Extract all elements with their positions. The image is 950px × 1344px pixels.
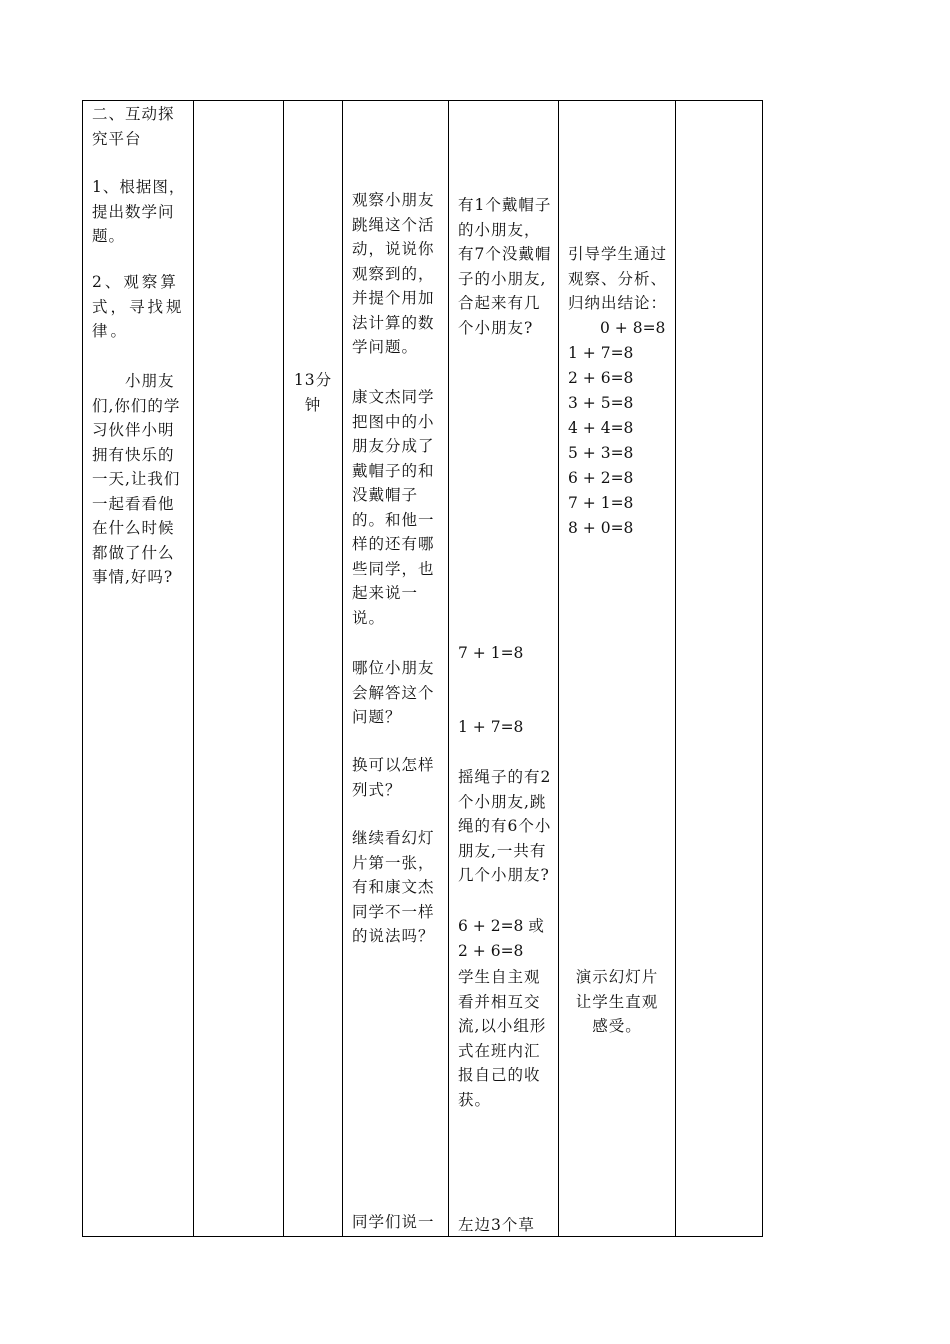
column-divider <box>558 100 559 1237</box>
equation: 2 + 6=8 <box>458 942 524 960</box>
equation: 7 + 1=8 <box>458 644 524 662</box>
equation: 7 + 1=8 <box>568 494 634 512</box>
teacher-activity-5: 继续看幻灯片第一张，有和康文杰同学不一样的说法吗？ <box>352 829 435 945</box>
equation: 3 + 5=8 <box>568 394 634 412</box>
equation: 0 + 8=8 <box>600 319 666 337</box>
design-intent-2: 演示幻灯片让学生直观感受。 <box>575 968 659 1035</box>
column-divider <box>193 100 194 1237</box>
equation: 5 + 3=8 <box>568 444 634 462</box>
duration: 13分钟 <box>293 371 333 414</box>
student-activity-2: 摇绳子的有2个小朋友,跳绳的有6个小朋友,一共有几个小朋友? <box>458 768 552 884</box>
design-intent: 引导学生通过观察、分析、归纳出结论： <box>568 245 668 312</box>
column-divider <box>342 100 343 1237</box>
column-divider <box>283 100 284 1237</box>
section-title: 二、互动探究平台 <box>92 105 175 148</box>
equation: 8 + 0=8 <box>568 519 634 537</box>
equation: 1 + 7=8 <box>568 344 634 362</box>
teacher-activity-4: 换可以怎样列式？ <box>352 756 435 799</box>
column-divider <box>675 100 676 1237</box>
column-divider <box>448 100 449 1237</box>
intro-paragraph: 小朋友们,你们的学习伙伴小明拥有快乐的一天,让我们一起看看他在什么时候都做了什么事情,好吗? <box>92 372 181 586</box>
task-item-2: 2、观察算式，寻找规律。 <box>92 273 185 340</box>
teacher-activity-3: 哪位小朋友会解答这个问题？ <box>352 659 435 726</box>
task-item-1: 1、根据图，提出数学问题。 <box>92 178 186 245</box>
student-activity-4: 左边3个草 <box>458 1216 535 1234</box>
teacher-activity-2: 康文杰同学把图中的小朋友分成了戴帽子的和没戴帽子的。和他一样的还有哪些同学，也起来说一说。 <box>352 388 435 627</box>
equation: 6 + 2=8 或 <box>458 917 544 935</box>
teacher-activity-1: 观察小朋友跳绳这个活动，说说你观察到的，并提个用加法计算的数学问题。 <box>352 191 435 356</box>
student-activity-3: 学生自主观看并相互交流,以小组形式在班内汇报自己的收获。 <box>458 968 547 1109</box>
student-activity-1: 有1个戴帽子的小朋友，有7个没戴帽子的小朋友,合起来有几个小朋友? <box>458 196 552 337</box>
equation: 2 + 6=8 <box>568 369 634 387</box>
equation: 4 + 4=8 <box>568 419 634 437</box>
equation: 1 + 7=8 <box>458 718 524 736</box>
teacher-activity-6: 同学们说一 <box>352 1213 435 1231</box>
equation: 6 + 2=8 <box>568 469 634 487</box>
